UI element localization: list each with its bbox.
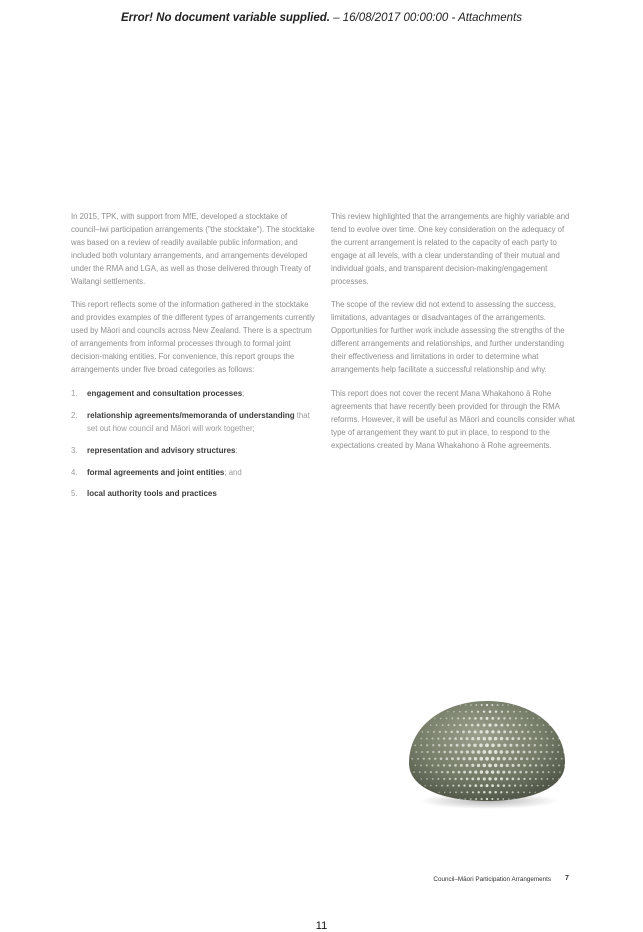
paragraph: This report does not cover the recent Mana Whakahono ā Rohe agreements that have recently been provided for through the RMA reforms. However, it will be useful as Māori and councils consider what type of arrangement they want to put in place, to respond to the expectations created by Mana Whakahono ā Rohe agreements. (331, 388, 575, 450)
left-column (71, 211, 316, 510)
page-number: 11 (315, 920, 328, 932)
list-item-rest: ; and (224, 467, 242, 477)
list-item (71, 410, 316, 436)
list-item (71, 467, 316, 480)
category-list (71, 388, 316, 501)
list-number: 2. (71, 410, 78, 420)
list-item-bold: engagement and consultation processes (87, 388, 243, 398)
list-item-rest: ; (242, 388, 245, 398)
header-error-text: Error! No document variable supplied. (121, 12, 330, 24)
sea-urchin-image (405, 697, 570, 812)
list-number: 3. (71, 445, 78, 455)
list-number: 1. (71, 388, 78, 398)
right-column (331, 211, 576, 463)
list-item (71, 488, 316, 501)
paragraph: The scope of the review did not extend to assessing the success, limitations, advantages or disadvantages of the arrangements. Opportunities for further work include assessing the strengths of the different arrangements and relationships, and further understanding their effectiveness and limitations in order to determine what arrangements help facilitate a successful relationship and why. (331, 300, 565, 374)
list-item-bold: formal agreements and joint entities (87, 467, 225, 477)
list-item-bold: local authority tools and practices (87, 489, 217, 499)
document-header (0, 12, 643, 24)
paragraph: In 2015, TPK, with support from MfE, developed a stocktake of council–iwi participation arrangements ("the stocktake"). The stocktake was based on a review of readily available public information, and included both voluntary arrangements, and arrangements developed under the RMA and LGA, as well as those delivered through Treaty of Waitangi settlements. (71, 212, 315, 286)
list-number: 5. (71, 489, 78, 499)
header-date-text: – 16/08/2017 00:00:00 - Attachments (329, 12, 522, 24)
footer-title: Council–Māori Participation Arrangements (433, 876, 551, 883)
list-item-rest: that set out how council and Māori will work together; (87, 410, 310, 433)
list-number: 4. (71, 467, 78, 477)
list-item (71, 388, 316, 401)
list-item-rest: ; (235, 445, 238, 455)
footer-page-number: 7 (565, 875, 569, 882)
paragraph: This report reflects some of the information gathered in the stocktake and provides examples of the different types of arrangements currently used by Māori and councils across New Zealand. There is a spectrum of arrangements from informal processes through to formal joint decision-making entities. For convenience, this report groups the arrangements under five broad categories as follows: (71, 300, 315, 374)
paragraph: This review highlighted that the arrangements are highly variable and tend to evolve over time. One key consideration on the adequacy of the current arrangement is related to the capacity of each party to engage at all levels, with a clear understanding of their mutual and individual goals, and transparent decision-making/engagement processes. (331, 212, 570, 286)
list-item (71, 445, 316, 458)
list-item-bold: relationship agreements/memoranda of understanding (87, 410, 295, 420)
list-item-bold: representation and advisory structures (87, 445, 236, 455)
